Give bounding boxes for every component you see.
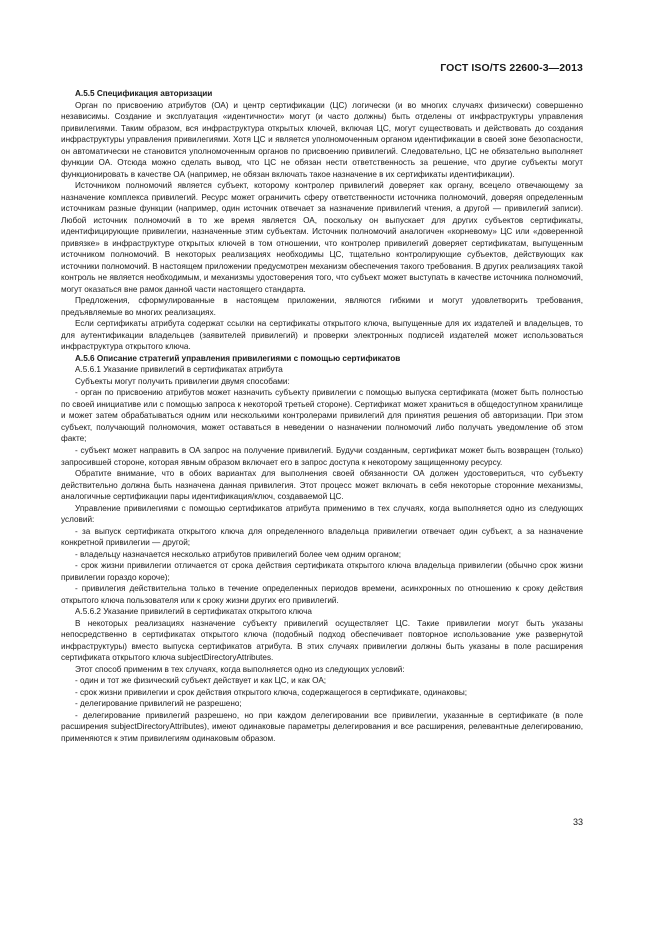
- list-item: - за выпуск сертификата открытого ключа для определенного владельца привилегии отвечает один субъект, а за назначение конкретной привилегии — другой;: [61, 526, 583, 548]
- list-item: - срок жизни привилегии и срок действия открытого ключа, содержащегося в сертификате, одинаковы;: [75, 687, 468, 697]
- list-item: - привилегия действительна только в течение определенных периодов времени, асинхронных по отношению к сроку действия открытого ключа пользователя или к сроку жизни других его привилегий.: [61, 584, 583, 605]
- paragraph: Источником полномочий является субъект, которому контролер привилегий доверяет как органу, всецело отвечающему за назначение комплекса привилегий. Ресурс может ограничить сферу ответственности источника полномочий, доверяя определенным источникам разные функции (например, один источник отвечает за назначение привилегий чтения, а другой — привилегий записи). Любой источник полномочий в то же время является ОА, поскольку он выпускает для других субъектов сертификаты, идентифицирующие привилегии, назначенные этим субъектам. Источник полномочий аналогичен «корневому» ЦС или «доверенной привязке» в инфраструктуре открытых ключей в том отношении, что контролер привилегий доверяет сертификатам, выпущенным источником полномочий. В некоторых реализациях необходимы ЦС, тщательно контролирующие субъектов, действующих как источники полномочий. В настоящем приложении предусмотрен механизм обеспечения такого требования. В других реализациях такой контроль не является необходимым, и механизмы удостоверения того, что субъект может выступать в качестве источника полномочий, могут оказаться вне рамок данной части настоящего стандарта.: [61, 181, 583, 294]
- section-heading: А.5.5 Спецификация авторизации: [75, 89, 213, 98]
- paragraph: В некоторых реализациях назначение субъекту привилегий осуществляет ЦС. Такие привилегии могут быть указаны непосредственно в сертификатах открытого ключа (подобный подход обеспечивает повторное использование уже развернутой инфраструктуры) вместо выпуска сертификатов атрибута. В этих случаях привилегии должны быть указаны в поле расширения сертификата открытого ключа subjectDirectoryAttributes.: [61, 618, 583, 663]
- document-header: ГОСТ ISO/TS 22600-3—2013: [440, 62, 583, 74]
- paragraph: Управление привилегиями с помощью сертификатов атрибута применимо в тех случаях, когда выполняется одно из следующих условий:: [61, 503, 583, 525]
- list-item: - срок жизни привилегии отличается от срока действия сертификата открытого ключа владельца привилегии (обычно срок жизни привилегии гораздо короче);: [61, 561, 583, 582]
- section-heading: А.5.6 Описание стратегий управления привилегиями с помощью сертификатов: [75, 353, 401, 363]
- list-item: - субъект может направить в ОА запрос на получение привилегий. Будучи созданным, сертификат может быть возвращен (только) запросившей стороне, которая явным образом включает его в запрос доступа к некоторому защищенному ресурсу.: [61, 445, 583, 467]
- document-body: [61, 88, 583, 744]
- paragraph: Орган по присвоению атрибутов (ОА) и центр сертификации (ЦС) логически (и во многих случаях физически) совершенно независимы. Создание и эксплуатация «идентичности» могут (и часто должны) быть отделены от инфраструктуры управления привилегиями. Таким образом, вся инфраструктура открытых ключей, включая ЦС, могут существовать и действовать до создания инфраструктуры управления привилегиями. Хотя ЦС и является уполномоченным органом идентификации в своей зоне безопасности, он автоматически не становится уполномоченным органов по присвоению привилегий. Следовательно, ЦС не обязательно выполняет функции ОА. Отсюда можно сделать вывод, что ЦС не обязан нести ответственность за решение, что другие субъекты могут функционировать в качестве ОА (например, не обязан включать такое назначение в их сертификаты идентификации).: [61, 100, 583, 179]
- paragraph: Субъекты могут получить привилегии двумя способами:: [75, 376, 290, 386]
- list-item: - делегирование привилегий не разрешено;: [75, 699, 242, 709]
- paragraph: Предложения, сформулированные в настоящем приложении, являются гибкими и могут удовлетворить требования, предъявляемые во многих реализациях.: [61, 296, 583, 317]
- list-item: - орган по присвоению атрибутов может назначить субъекту привилегии с помощью выпуска сертификата (может быть полностью по своей инициативе или с помощью запроса к некоторой третьей стороне). Сертификат может храниться в общедоступном хранилище и может затем обрабатываться одним или несколькими контролерами привилегий для принятия решения об авторизации. При этом субъект, получающий полномочия, может оставаться в неведении о назначении полномочий либо получать уведомление об этом факте;: [61, 388, 583, 444]
- subsection-heading: А.5.6.2 Указание привилегий в сертификатах открытого ключа: [75, 607, 312, 617]
- subsection-heading: А.5.6.1 Указание привилегий в сертификатах атрибута: [75, 365, 283, 375]
- list-item: - владельцу назначается несколько атрибутов привилегий более чем одним органом;: [75, 549, 402, 559]
- list-item: - делегирование привилегий разрешено, но при каждом делегировании все привилегии, указанные в сертификате (в поле расширения subjectDirectoryAttributes), имеют одинаковые параметры делегирования и все расширения, релевантные делегированию, применяются к этим привилегиям одинаковым образом.: [61, 710, 583, 743]
- paragraph: Если сертификаты атрибута содержат ссылки на сертификаты открытого ключа, выпущенные для их издателей и владельцев, то для аутентификации владельцев (заявителей привилегий) и проверки электронных подписей издателей может использоваться инфраструктура открытого ключа.: [61, 319, 583, 352]
- paragraph: Этот способ применим в тех случаях, когда выполняется одно из следующих условий:: [75, 664, 405, 674]
- list-item: - один и тот же физический субъект действует и как ЦС, и как ОА;: [75, 676, 327, 686]
- paragraph: Обратите внимание, что в обоих вариантах для выполнения своей обязанности ОА должен удостовериться, что субъекту действительно должна быть назначена данная привилегия. Этот процесс может включать в себя некоторые сторонние механизмы, аналогичные сертификации пары идентификация/ключ, создаваемой ЦС.: [61, 469, 583, 502]
- page-number: 33: [572, 817, 583, 827]
